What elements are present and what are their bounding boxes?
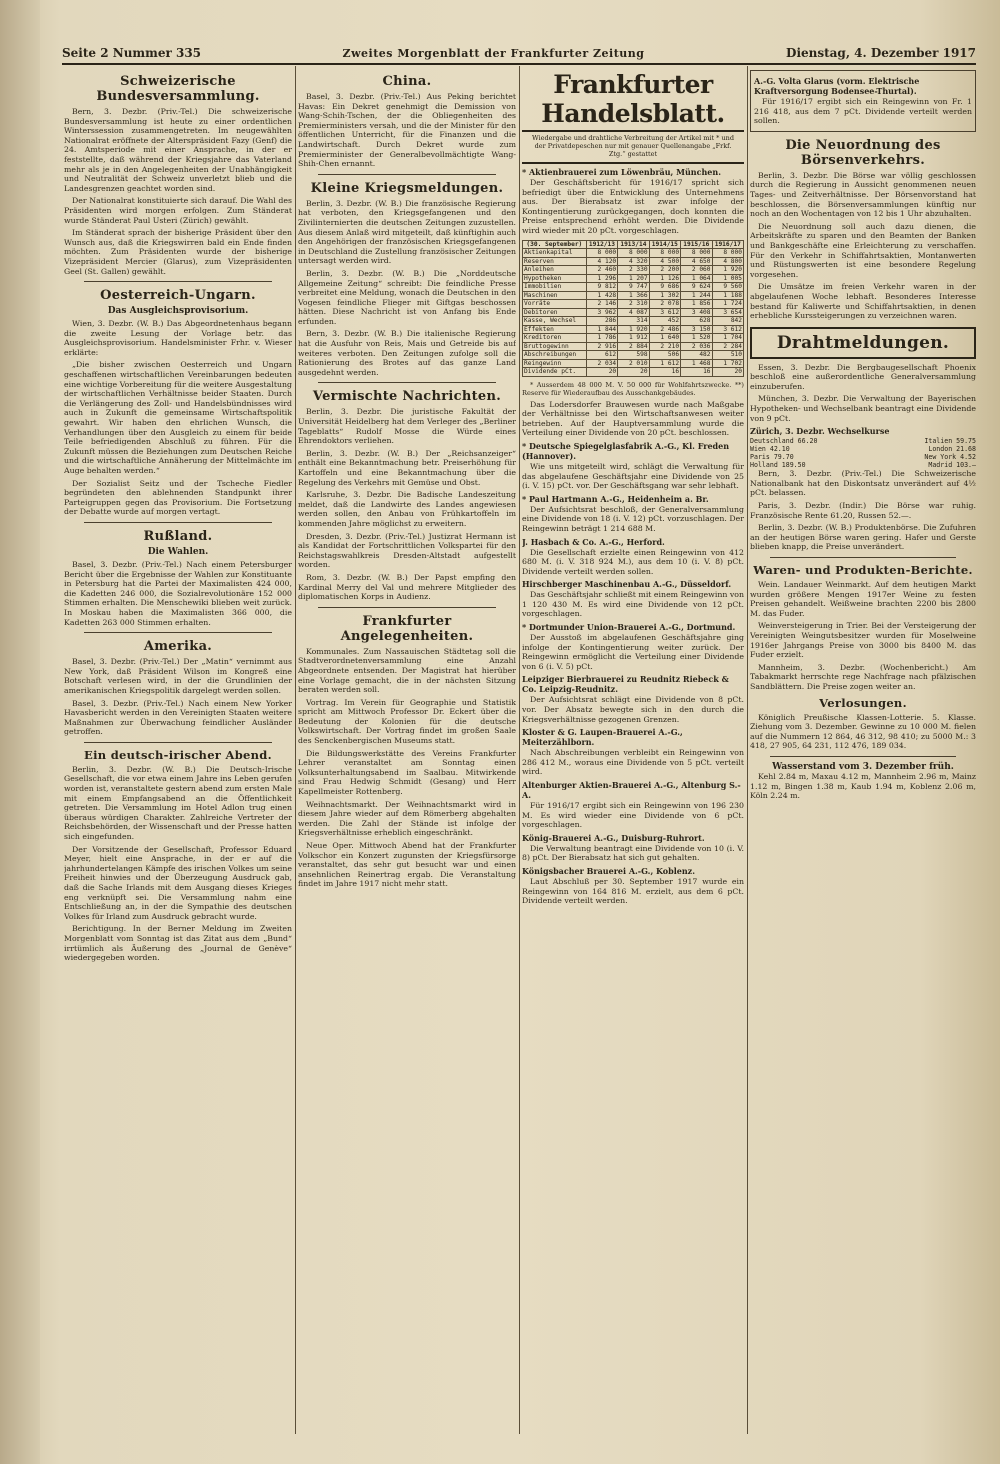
table-cell: 842 — [712, 317, 743, 326]
exchange-rate-table — [750, 437, 976, 469]
table-cell: 1 468 — [681, 359, 712, 368]
table-header-cell: 1914/15 — [649, 240, 680, 249]
article-heading: Waren- und Produkten-Berichte. — [753, 563, 973, 577]
article-paragraph: Basel, 3. Dezbr. (Priv.-Tel.) Aus Peking berichtet Havas: Ein Dekret genehmigt die Demission von Wang-Schih-Tschen, der die Obliegenheiten des Premierministers versah, und die der Minister für den öffentlichen Unterricht, für die Finanzen und die Landwirtschaft. Durch Dekret wurde zum Premierminister der Generalbevollmächtigte Wang-Shih-Chen ernannt. — [298, 92, 516, 169]
table-cell: 4 120 — [586, 257, 617, 266]
company-heading: A.-G. Volta Glarus (vorm. Elektrische Kraftversorgung Bodensee-Thurtal). — [754, 76, 920, 96]
table-cell: Vorräte — [523, 300, 587, 309]
binding-edge — [0, 0, 40, 1464]
telegraph-box — [750, 327, 976, 359]
article-paragraph: Die Neuordnung soll auch dazu dienen, die Arbeitskräfte zu sparen und den Beamten der Banken und Bankgeschäfte eine Erleichterung zu verschaffen. Für den Verkehr in Schiffahrtsaktien, Montanwerten und Rüstungswerten ist eine besondere Regelung vorgesehen. — [750, 221, 976, 279]
table-cell: 4 650 — [681, 257, 712, 266]
table-cell: 4 800 — [712, 257, 743, 266]
table-cell: 16 — [681, 368, 712, 377]
table-cell: 9 812 — [586, 283, 617, 292]
rate-cell: Wien 42.10 — [750, 445, 790, 454]
table-cell: 482 — [681, 351, 712, 360]
rates-heading: Zürich, 3. Dezbr. Wechselkurse — [750, 426, 890, 437]
masthead-rule — [522, 162, 744, 164]
rate-cell: Madrid 103.— — [928, 461, 976, 470]
rate-cell: Holland 189.50 — [750, 461, 806, 470]
article-paragraph: Für 1916/17 ergibt sich ein Reingewinn von Fr. 1 216 418, aus dem 7 pCt. Dividende verteilt werden sollen. — [754, 97, 972, 126]
section-divider — [84, 281, 272, 282]
article-heading: Kleine Kriegsmeldungen. — [310, 180, 504, 196]
table-cell: Debitoren — [523, 308, 587, 317]
article-paragraph: Die Bildungswerkstätte des Vereins Frankfurter Lehrer veranstaltet am Sonntag einen Volksunterhaltungsabend im Saalbau. Mitwirkende sind Frau Hedwig Schmidt (Gesang) und Herr Kapellmeister Rottenberg. — [298, 748, 516, 797]
article-paragraph: Der Ausstoß im abgelaufenen Geschäftsjahre ging infolge der Kontingentierung weiter zurück. Der Reingewinn ermöglicht die Verteilung einer Dividende von 6 (i. V. 5) pCt. — [522, 633, 744, 671]
article-heading: Oesterreich-Ungarn. — [100, 288, 256, 304]
article-paragraph: Das Lodersdorfer Brauwesen wurde nach Maßgabe der Verhältnisse bei den Wirtschaftsanwesen weiter betrieben. Auf der Hauptversammlung wurde die Verteilung einer Dividende von 20 pCt. beschlossen. — [522, 399, 744, 438]
section-divider — [84, 522, 272, 523]
article-paragraph: Paris, 3. Dezbr. (Indir.) Die Börse war ruhig. Französische Rente 61.20, Russen 52.—. — [750, 501, 976, 520]
table-cell: 1 366 — [618, 291, 649, 300]
article-heading: Verlosungen. — [819, 695, 907, 710]
article-paragraph: Weihnachtsmarkt. Der Weihnachtsmarkt wird in diesem Jahre wieder auf dem Römerberg abgehalten werden. Die Zahl der Stände ist infolge der Kriegsverhältnisse erheblich eingeschränkt. — [298, 799, 516, 838]
article-paragraph: Weinversteigerung in Trier. Bei der Versteigerung der Vereinigten Weingutsbesitzer wurden für Moselweine 1916er Jahrgangs Preise von 3000 bis 8400 M. das Fuder erzielt. — [750, 621, 976, 660]
table-cell: 3 612 — [649, 308, 680, 317]
article-paragraph: Der Geschäftsbericht für 1916/17 spricht sich befriedigt über die Entwicklung des Unternehmens aus. Der Bierabsatz ist zwar infolge der Kontingentierung zurückgegangen, doch konnten die Preise entsprechend erhöht werden. Die Dividende wird wieder mit 20 pCt. vorgeschlagen. — [522, 178, 744, 235]
article-paragraph: Berlin, 3. Dezbr. (W. B.) Produktenbörse. Die Zufuhren an der heutigen Börse waren gering. Hafer und Gerste blieben knapp, die Preise unverändert. — [750, 523, 976, 552]
table-row — [523, 351, 744, 360]
article-paragraph: Der Aufsichtsrat beschloß, der Generalversammlung eine Dividende von 18 (i. V. 12) pCt. vorzuschlagen. Der Reingewinn beträgt 1 214 688 M. — [522, 504, 744, 533]
company-heading: * Paul Hartmann A.-G., Heidenheim a. Br. — [522, 493, 709, 504]
section-divider — [770, 557, 956, 558]
table-cell: 1 724 — [712, 300, 743, 309]
table-cell: 2 460 — [586, 266, 617, 275]
table-cell: 1 005 — [712, 274, 743, 283]
table-cell: Dividende pCt. — [523, 368, 587, 377]
table-cell: 1 126 — [649, 274, 680, 283]
table-cell: 1 856 — [681, 300, 712, 309]
article-paragraph: „Die bisher zwischen Oesterreich und Ungarn geschaffenen wirtschaftlichen Vereinbarungen bedeuten eine wichtige Vorbereitung für die weitere Ausgestaltung der wirtschaftlichen Verhältnisse beider Staaten. Durch die Verlängerung des Zoll- und Handelsbündnisses wird auch in Zukunft die gemeinsame Wirtschaftspolitik gewahrt. Wir haben den ehrlichen Wunsch, die Verhandlungen über den Ausgleich zu einem für beide Teile befriedigenden Abschluß zu führen. Für die Zukunft müssen die Beziehungen zum Deutschen Reiche und die wirtschaftliche Annäherung der Mittelmächte im Auge behalten werden.“ — [64, 360, 292, 475]
table-cell: Anleihen — [523, 266, 587, 275]
table-row — [523, 308, 744, 317]
table-cell: 1 428 — [586, 291, 617, 300]
table-cell: 2 284 — [712, 342, 743, 351]
article-paragraph: Für 1916/17 ergibt sich ein Reingewinn von 196 230 M. Es wird wieder eine Dividende von 6 pCt. vorgeschlagen. — [522, 801, 744, 830]
publication-title: Zweites Morgenblatt der Frankfurter Zeitung — [342, 46, 645, 60]
table-cell: Kasse, Wechsel — [523, 317, 587, 326]
article-paragraph: Die Umsätze im freien Verkehr waren in der abgelaufenen Woche lebhaft. Besonderes Interesse bestand für Kaliwerte und Schiffahrtsaktien, in denen erhebliche Kurssteigerungen zu verzeichnen waren. — [750, 282, 976, 321]
table-cell: 20 — [586, 368, 617, 377]
table-cell: 1 912 — [618, 334, 649, 343]
table-row — [523, 283, 744, 292]
masthead-rule — [522, 130, 744, 132]
table-header-cell: (30. September) — [523, 240, 587, 249]
article-heading: Frankfurter Angelegenheiten. — [340, 613, 474, 644]
article-paragraph: Vortrag. Im Verein für Geographie und Statistik spricht am Mittwoch Professor Dr. Eckert über die Bedeutung der Kolonien für die deutsche Volkswirtschaft. Der Vortrag findet im großen Saale des Senckenbergischen Museums statt. — [298, 697, 516, 746]
section-heading: Drahtmeldungen. — [776, 332, 950, 353]
article-paragraph: Berichtigung. In der Berner Meldung im Zweiten Morgenblatt vom Sonntag ist das Zitat aus dem „Bund“ irrtümlich als Äußerung des „Journal de Genève“ wiedergegeben worden. — [64, 924, 292, 963]
article-paragraph: Der Sozialist Seitz und der Tscheche Fiedler begründeten den ablehnenden Standpunkt ihrer Parteigruppen gegen das Provisorium. Die Fortsetzung der Debatte wurde auf morgen vertagt. — [64, 478, 292, 517]
table-cell: 8 000 — [712, 249, 743, 258]
article-paragraph: Wein. Landauer Weinmarkt. Auf dem heutigen Markt wurden größere Mengen 1917er Weine zu festen Preisen gehandelt. Weißweine brachten 2200 bis 2800 M. das Fuder. — [750, 580, 976, 618]
section-divider — [84, 742, 272, 743]
article-paragraph: Bern, 3. Dezbr. (Priv.-Tel.) Die schweizerische Bundesversammlung ist heute zu einer ordentlichen Winterssession zusammengetreten. Im neugewählten Nationalrat eröffnete der Alterspräsident Fazy (Genf) die 24. Amtsperiode mit einer Ansprache, in der er feststellte, daß während der Kriegsjahre das Vaterland mehr als je in den Angelegenheiten der Unabhängigkeit und Neutralität der Schweiz unverletzt blieb und die Landesgrenzen geachtet worden sind. — [64, 107, 292, 193]
rate-cell: London 21.68 — [928, 445, 976, 454]
article-paragraph: Basel, 3. Dezbr. (Priv.-Tel.) Nach einem Petersburger Bericht über die Ergebnisse der Wahlen zur Konstituante in Petersburg hat die Partei der Maximalisten 424 000, die Kadetten 246 000, die Sozialrevolutionäre 152 000 Stimmen erhalten. Die Menschewiki blieben weit zurück. In Moskau haben die Maximalisten 366 000, die Kadetten 263 000 Stimmen erhalten. — [64, 559, 292, 627]
article-paragraph: Der Nationalrat konstituierte sich darauf. Die Wahl des Präsidenten wird morgen erfolgen. Zum Ständerat wurde Ständerat Paul Usteri (Zürich) gewählt. — [64, 196, 292, 225]
article-paragraph: Wien, 3. Dezbr. (W. B.) Das Abgeordnetenhaus begann die zweite Lesung der Vorlage betr. das Ausgleichsprovisorium. Handelsminister Frhr. v. Wieser erklärte: — [64, 319, 292, 357]
table-cell: 286 — [586, 317, 617, 326]
table-cell: Hypotheken — [523, 274, 587, 283]
article-paragraph: Im Ständerat sprach der bisherige Präsident über den Wunsch aus, daß die Kriegswirren bald ein Ende finden möchten. Zum Präsidenten wurde der bisherige Vizepräsident Mercier (Glarus), zum Vizepräsidenten Geel (St. Gallen) gewählt. — [64, 228, 292, 276]
table-cell: 2 330 — [618, 266, 649, 275]
table-row — [523, 266, 744, 275]
table-cell: 1 702 — [712, 359, 743, 368]
table-row — [523, 342, 744, 351]
article-paragraph: Dresden, 3. Dezbr. (Priv.-Tel.) Justizrat Hermann ist als Kandidat der Fortschrittlichen Volkspartei für den Reichstagswahlkreis Dresden-Altstadt aufgestellt worden. — [298, 531, 516, 570]
table-cell: 1 704 — [712, 334, 743, 343]
table-cell: 1 640 — [649, 334, 680, 343]
table-cell: 8 000 — [586, 249, 617, 258]
table-cell: 4 087 — [618, 308, 649, 317]
table-row — [523, 300, 744, 309]
section-divider — [318, 382, 496, 383]
article-paragraph: Basel, 3. Dezbr. (Priv.-Tel.) Der „Matin“ vernimmt aus New York, daß Präsident Wilson im Kongreß eine Botschaft verlesen wird, in der die Grundlinien der amerikanischen Kriegspolitik dargelegt werden sollen. — [64, 657, 292, 695]
table-header-cell: 1916/17 — [712, 240, 743, 249]
table-cell: Immobilien — [523, 283, 587, 292]
rate-cell: Paris 79.70 — [750, 453, 794, 462]
table-row — [523, 359, 744, 368]
table-cell: 2 010 — [618, 359, 649, 368]
article-paragraph: Berlin, 3. Dezbr. (W. B.) Die „Norddeutsche Allgemeine Zeitung“ schreibt: Die feindliche Presse verbreitet eine Meldung, wonach die Deutschen in den Vogesen feindliche Flieger mit Giftgas beschossen hätten. Diese Nachricht ist von Anfang bis Ende erfunden. — [298, 268, 516, 326]
article-paragraph: Rom, 3. Dezbr. (W. B.) Der Papst empfing den Kardinal Merry del Val und mehrere Mitglieder des diplomatischen Korps in Audienz. — [298, 572, 516, 602]
table-row — [523, 274, 744, 283]
article-paragraph: Essen, 3. Dezbr. Die Bergbaugesellschaft Phoenix beschloß eine außerordentliche Generalversammlung einzuberufen. — [750, 362, 976, 391]
table-cell: 3 612 — [712, 325, 743, 334]
table-cell: 2 210 — [649, 342, 680, 351]
table-header-cell: 1913/14 — [618, 240, 649, 249]
article-heading: Vermischte Nachrichten. — [312, 389, 502, 405]
article-paragraph: Die Verwaltung beantragt eine Dividende von 10 (i. V. 8) pCt. Der Bierabsatz hat sich gut gehalten. — [522, 843, 744, 863]
table-cell: 1 920 — [618, 325, 649, 334]
table-cell: 3 654 — [712, 308, 743, 317]
column-4 — [750, 68, 976, 1434]
article-subheading: Das Ausgleichsprovisorium. — [107, 306, 249, 317]
table-cell: 2 060 — [681, 266, 712, 275]
table-row — [523, 291, 744, 300]
company-heading: König-Brauerei A.-G., Duisburg-Ruhrort. — [522, 832, 705, 843]
table-cell: 16 — [649, 368, 680, 377]
table-cell: 4 320 — [618, 257, 649, 266]
article-paragraph: Wie uns mitgeteilt wird, schlägt die Verwaltung für das abgelaufene Geschäftsjahr eine Dividende von 25 (i. V. 15) pCt. vor. Der Geschäftsgang war sehr lebhaft. — [522, 461, 744, 491]
article-heading: Schweizerische Bundesversammlung. — [96, 74, 260, 104]
table-cell: 2 034 — [586, 359, 617, 368]
company-heading: Altenburger Aktien-Brauerei A.-G., Altenburg S.-A. — [522, 780, 741, 800]
table-cell: 628 — [681, 317, 712, 326]
article-paragraph: Kommunales. Zum Nassauischen Städtetag soll die Stadtverordnetenversammlung eine Anzahl Abgeordnete entsenden. Der Magistrat hat hierüber eine Vorlage gemacht, die in der nächsten Sitzung beraten werden soll. — [298, 646, 516, 695]
company-heading: Hirschberger Maschinenbau A.-G., Düsseldorf. — [522, 579, 732, 590]
article-heading: Rußland. — [143, 528, 213, 544]
table-cell: Reingewinn — [523, 359, 587, 368]
table-cell: Reserven — [523, 257, 587, 266]
table-cell: 314 — [618, 317, 649, 326]
company-heading: Königsbacher Brauerei A.-G., Koblenz. — [522, 865, 696, 876]
table-header-cell: 1915/16 — [681, 240, 712, 249]
article-heading: Amerika. — [143, 639, 213, 655]
column-divider — [747, 66, 748, 1434]
table-row — [523, 257, 744, 266]
column-3 — [522, 68, 744, 1434]
article-paragraph: Königlich Preußische Klassen-Lotterie. 5. Klasse. Ziehung vom 3. Dezember. Gewinne zu 10 000 M. fielen auf die Nummern 12 864, 46 312, 98 410; zu 5000 M.: 3 418, 27 905, 64 231, 112 476, 189 034. — [750, 712, 976, 751]
table-cell: 8 000 — [649, 249, 680, 258]
table-cell: 1 520 — [681, 334, 712, 343]
article-paragraph: Karlsruhe, 3. Dezbr. Die Badische Landeszeitung meldet, daß die Landwirte des Landes angewiesen werden sollen, den Anbau von Frühkartoffeln im kommenden Jahre möglichst zu erweitern. — [298, 490, 516, 528]
table-header-cell: 1912/13 — [586, 240, 617, 249]
company-heading: Leipziger Bierbrauerei zu Reudnitz Riebeck & Co. Leipzig-Reudnitz. — [522, 674, 729, 695]
reprint-notice: Wiedergabe und drahtliche Verbreitung der Artikel mit * und der Privatdepeschen nur mit genauer Quellenangabe „Frkf. Ztg.“ gestattet — [532, 134, 734, 158]
rate-cell: New York 4.52 — [924, 453, 976, 462]
section-divider — [84, 632, 272, 633]
company-heading: J. Hasbach & Co. A.-G., Herford. — [522, 536, 665, 547]
table-cell: 1 188 — [712, 291, 743, 300]
table-row — [523, 334, 744, 343]
page-number: Seite 2 Nummer 335 — [62, 46, 202, 60]
table-cell: 2 916 — [586, 342, 617, 351]
table-cell: 506 — [649, 351, 680, 360]
table-cell: 2 310 — [618, 300, 649, 309]
header-rule — [62, 63, 976, 65]
page-header — [62, 44, 976, 62]
table-cell: 8 000 — [681, 249, 712, 258]
table-cell: 9 560 — [712, 283, 743, 292]
notice-box — [750, 70, 976, 132]
issue-date: Dienstag, 4. Dezember 1917 — [786, 46, 976, 60]
table-cell: Bruttogewinn — [523, 342, 587, 351]
table-cell: 510 — [712, 351, 743, 360]
table-cell: 3 408 — [681, 308, 712, 317]
article-paragraph: Basel, 3. Dezbr. (Priv.-Tel.) Nach einem New Yorker Havasbericht werden in den Vereinigten Staaten weitere Maßnahmen zur Überwachung feindlicher Ausländer getroffen. — [64, 698, 292, 737]
table-cell: 1 920 — [712, 266, 743, 275]
table-cell: 1 612 — [649, 359, 680, 368]
rate-row — [750, 461, 976, 469]
article-paragraph: München, 3. Dezbr. Die Verwaltung der Bayerischen Hypotheken- und Wechselbank beantragt eine Dividende von 9 pCt. — [750, 394, 976, 423]
section-masthead: Frankfurter Handelsblatt. — [541, 70, 725, 128]
rate-row — [750, 445, 976, 453]
table-cell: 2 146 — [586, 300, 617, 309]
article-paragraph: Nach Abschreibungen verbleibt ein Reingewinn von 286 412 M., woraus eine Dividende von 5 pCt. verteilt wird. — [522, 748, 744, 777]
table-cell: 2 884 — [618, 342, 649, 351]
table-cell: Maschinen — [523, 291, 587, 300]
column-1 — [64, 68, 292, 1434]
table-row — [523, 368, 744, 377]
balance-table — [522, 240, 744, 377]
table-cell: 3 150 — [681, 325, 712, 334]
column-2 — [298, 68, 516, 1434]
article-heading: Ein deutsch-irischer Abend. — [84, 747, 272, 762]
rate-row — [750, 453, 976, 461]
article-paragraph: Mannheim, 3. Dezbr. (Wochenbericht.) Am Tabakmarkt herrschte rege Nachfrage nach pfälzischen Sandblättern. Die Preise zogen weiter an. — [750, 662, 976, 691]
article-paragraph: Berlin, 3. Dezbr. (W. B.) Die französische Regierung hat verboten, den Kriegsgefangenen und den Zivilinternierten die deutschen Zeitungen zuzustellen. Aus diesem Anlaß wird mitgeteilt, daß künftighin auch den Angehörigen der französischen Kriegsgefangenen in Deutschland die Zustellung französischer Zeitungen untersagt werden wird. — [298, 198, 516, 266]
article-paragraph: Neue Oper. Mittwoch Abend hat der Frankfurter Volkschor ein Konzert zugunsten der Kriegsfürsorge veranstaltet, das sehr gut besucht war und einen ansehnlichen Reinertrag ergab. Die Veranstaltung findet im Jahre 1917 nicht mehr statt. — [298, 841, 516, 889]
table-footnote: * Ausserdem 48 000 M. V. 50 000 für Wohlfahrtszwecke. **) Reserve für Wiederaufbau des Ausschankgebäudes. — [522, 380, 744, 397]
table-cell: Kreditoren — [523, 334, 587, 343]
table-row — [523, 325, 744, 334]
table-cell: 1 844 — [586, 325, 617, 334]
table-cell: 1 296 — [586, 274, 617, 283]
table-cell: 20 — [618, 368, 649, 377]
article-paragraph: Laut Abschluß per 30. September 1917 wurde ein Reingewinn von 164 816 M. erzielt, aus dem 6 pCt. Dividende verteilt werden. — [522, 876, 744, 906]
article-paragraph: Kehl 2.84 m, Maxau 4.12 m, Mannheim 2.96 m, Mainz 1.12 m, Bingen 1.38 m, Kaub 1.94 m, Koblenz 2.06 m, Köln 2.24 m. — [750, 771, 976, 801]
table-cell: 1 207 — [618, 274, 649, 283]
article-subheading: Die Wahlen. — [147, 546, 209, 557]
section-divider — [318, 174, 496, 175]
table-cell: 1 244 — [681, 291, 712, 300]
article-paragraph: Berlin, 3. Dezbr. Die Börse war völlig geschlossen durch die Regierung in Aussicht genommenen neuen Tages- und Zeitverhältnisse. Der Börsenvorstand hat beschlossen, die Börsenversammlungen künftig nur noch an den Wochentagen von 12 bis 1 Uhr abzuhalten. — [750, 170, 976, 219]
table-cell: 1 302 — [649, 291, 680, 300]
table-cell: 9 686 — [649, 283, 680, 292]
table-cell: 2 036 — [681, 342, 712, 351]
table-cell: 2 486 — [649, 325, 680, 334]
table-row — [523, 317, 744, 326]
company-heading: * Deutsche Spiegelglasfabrik A.-G., Kl. Freden (Hannover). — [522, 440, 730, 461]
rate-row — [750, 437, 976, 445]
column-divider — [295, 66, 296, 1434]
article-heading: China. — [382, 74, 432, 89]
company-heading: Kloster & G. Laupen-Brauerei A.-G., Meiterzählborn. — [522, 727, 683, 748]
table-cell: 2 200 — [649, 266, 680, 275]
article-paragraph: Berlin, 3. Dezbr. (W. B.) Der „Reichsanzeiger“ enthält eine Bekanntmachung betr. Preiserhöhung für Kartoffeln und eine Bekanntmachung über die Regelung des Verkehrs mit Gemüse und Obst. — [298, 448, 516, 487]
table-cell: 9 624 — [681, 283, 712, 292]
article-paragraph: Der Aufsichtsrat schlägt eine Dividende von 8 pCt. vor. Der Absatz bewegte sich in den durch die Kriegsverhältnisse gezogenen Grenzen. — [522, 695, 744, 724]
table-cell: 598 — [618, 351, 649, 360]
table-cell: 452 — [649, 317, 680, 326]
article-paragraph: Bern, 3. Dezbr. (W. B.) Die italienische Regierung hat die Ausfuhr von Reis, Mais und Getreide bis auf weiteres verboten. Den Zeitungen zufolge soll die Rationierung des Brotes auf das ganze Land ausgedehnt werden. — [298, 329, 516, 377]
company-heading: * Dortmunder Union-Brauerei A.-G., Dortmund. — [522, 622, 736, 633]
table-cell: 612 — [586, 351, 617, 360]
water-level-heading: Wasserstand vom 3. Dezember früh. — [772, 761, 954, 772]
column-divider — [519, 66, 520, 1434]
section-divider — [770, 756, 956, 757]
table-cell: 4 500 — [649, 257, 680, 266]
table-cell: Aktienkapital — [523, 249, 587, 258]
table-cell: 2 078 — [649, 300, 680, 309]
table-cell: 1 786 — [586, 334, 617, 343]
table-cell: 8 000 — [618, 249, 649, 258]
table-row — [523, 249, 744, 258]
article-paragraph: Bern, 3. Dezbr. (Priv.-Tel.) Die Schweizerische Nationalbank hat den Diskontsatz unverändert auf 4½ pCt. belassen. — [750, 469, 976, 498]
table-cell: Abschreibungen — [523, 351, 587, 360]
table-cell: 3 962 — [586, 308, 617, 317]
table-cell: 9 747 — [618, 283, 649, 292]
article-paragraph: Die Gesellschaft erzielte einen Reingewinn von 412 680 M. (i. V. 318 924 M.), aus dem 10 (i. V. 8) pCt. Dividende verteilt werden sollen. — [522, 547, 744, 576]
article-heading: Die Neuordnung des Börsenverkehrs. — [785, 137, 941, 168]
rate-cell: Italien 59.75 — [924, 437, 976, 446]
table-cell: 20 — [712, 368, 743, 377]
rate-cell: Deutschland 66.20 — [750, 437, 818, 446]
article-paragraph: Berlin, 3. Dezbr. (W. B.) Die Deutsch-Irische Gesellschaft, die vor etwa einem Jahre ins Leben gerufen worden ist, veranstaltete gestern abend zum ersten Male mit einem Empfangsabend an die Öffentlichkeit getreten. Die Versammlung im Hotel Adlon trug einen überaus würdigen Charakter. Zahlreiche Vertreter der Reichsbehörden, der Wissenschaft und der Presse hatten sich eingefunden. — [64, 764, 292, 842]
section-divider — [318, 607, 496, 608]
table-cell: Effekten — [523, 325, 587, 334]
article-paragraph: Berlin, 3. Dezbr. Die juristische Fakultät der Universität Heidelberg hat dem Verleger des „Berliner Tageblatts“ Rudolf Mosse die Würde eines Ehrendoktors verliehen. — [298, 407, 516, 446]
article-paragraph: Der Vorsitzende der Gesellschaft, Professor Eduard Meyer, hielt eine Ansprache, in der er auf die jahrhundertelangen Kämpfe des irischen Volkes um seine Freiheit hinwies und der Überzeugung Ausdruck gab, daß die Sache Irlands mit dem Ausgang dieses Krieges eng verknüpft sei. Die Versammlung nahm eine Entschließung an, in der die Sympathie des deutschen Volkes für Irland zum Ausdruck gebracht wurde. — [64, 844, 292, 921]
table-cell: 1 064 — [681, 274, 712, 283]
company-heading: * Aktienbrauerei zum Löwenbräu, München. — [522, 167, 721, 177]
article-paragraph: Das Geschäftsjahr schließt mit einem Reingewinn von 1 120 430 M. Es wird eine Dividende von 12 pCt. vorgeschlagen. — [522, 590, 744, 619]
